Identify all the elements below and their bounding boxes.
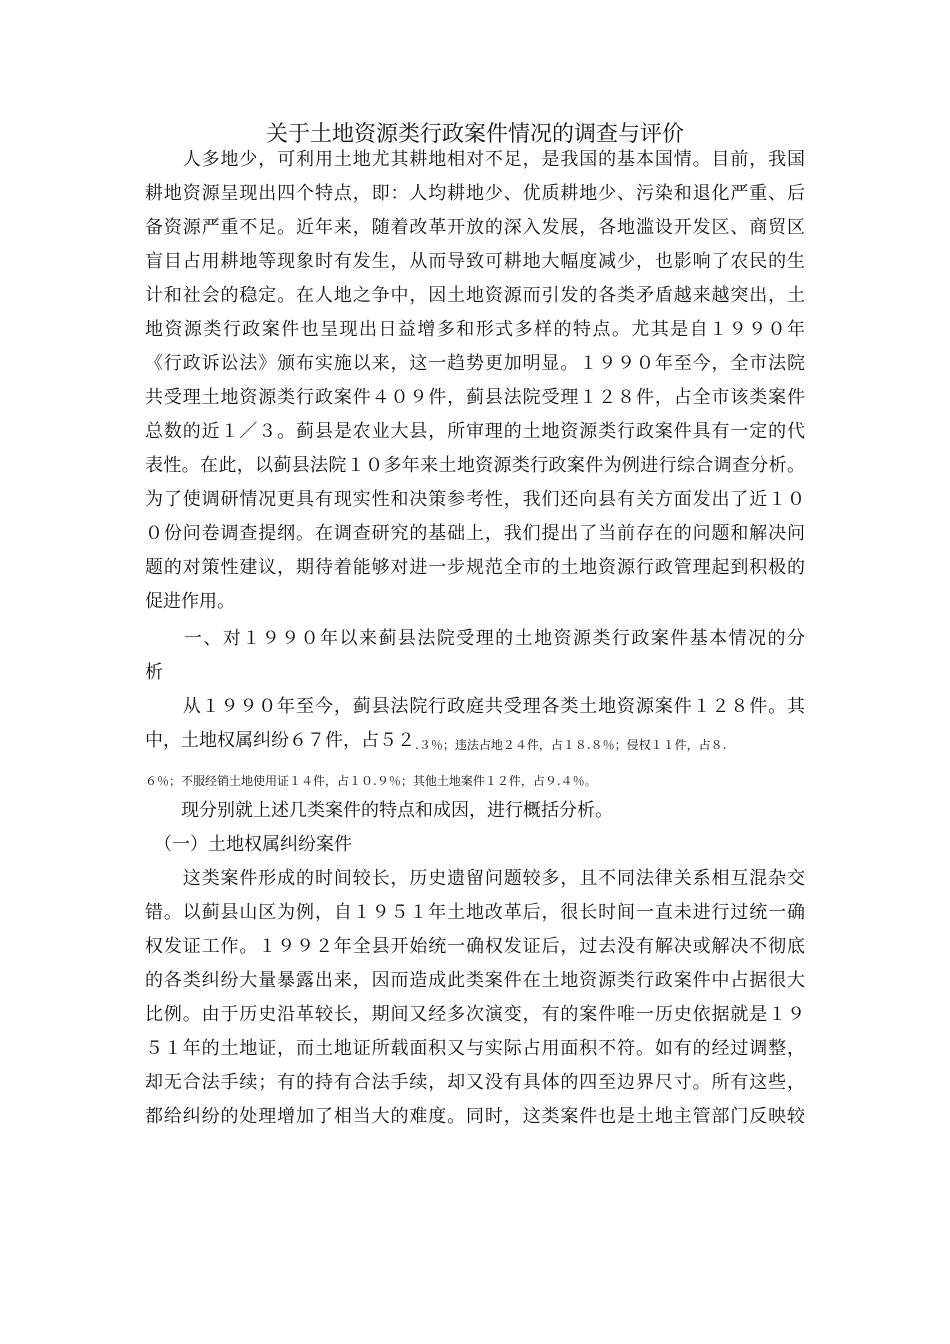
paragraph-line: 现分别就上述几类案件的特点和成因，进行概括分析。 — [145, 800, 613, 821]
paragraph-line: 错。以蓟县山区为例，自１９５１年土地改革后，很长时间一直未进行过统一确 — [145, 902, 805, 923]
paragraph-line: 总数的近１／３。蓟县是农业大县，所审理的土地资源类行政案件具有一定的代 — [145, 421, 805, 442]
paragraph-line-small: ６％；不服经销土地使用证１４件，占１０.９％；其他土地案件１２件，占９.４％。 — [145, 774, 597, 788]
paragraph-line: 耕地资源呈现出四个特点，即：人均耕地少、优质耕地少、污染和退化严重、后 — [145, 183, 805, 204]
paragraph-line: 从１９９０年至今，蓟县法院行政庭共受理各类土地资源案件１２８件。其 — [145, 696, 805, 717]
paragraph-line: 共受理土地资源类行政案件４０９件，蓟县法院受理１２８件，占全市该类案件 — [145, 387, 805, 408]
paragraph-line: 都给纠纷的处理增加了相当大的难度。同时，这类案件也是土地主管部门反映较 — [145, 1106, 805, 1127]
paragraph-line: 人多地少，可利用土地尤其耕地相对不足，是我国的基本国情。目前，我国 — [145, 149, 805, 170]
paragraph-line: 这类案件形成的时间较长，历史遗留问题较多，且不同法律关系相互混杂交 — [145, 868, 805, 889]
paragraph-line: 比例。由于历史沿革较长，期间又经多次演变，有的案件唯一历史依据就是１９ — [145, 1004, 805, 1025]
document-title: 关于土地资源类行政案件情况的调查与评价 — [265, 122, 684, 147]
paragraph-line: ５１年的土地证，而土地证所载面积又与实际占用面积不符。如有的经过调整， — [145, 1038, 805, 1059]
mixed-line-small: .３％；违法占地２４件，占１８.８％；侵权１１件，占８. — [415, 738, 727, 752]
paragraph-line: 表性。在此，以蓟县法院１０多年来土地资源类行政案件为例进行综合调查分析。 — [145, 455, 805, 476]
paragraph-line: 的各类纠纷大量暴露出来，因而造成此类案件在土地资源类行政案件中占据很大 — [145, 970, 805, 991]
paragraph-line: 地资源类行政案件也呈现出日益增多和形式多样的特点。尤其是自１９９０年 — [145, 319, 805, 340]
paragraph-line: 《行政诉讼法》颁布实施以来，这一趋势更加明显。１９９０年至今，全市法院 — [145, 353, 805, 374]
paragraph-line: ０份问卷调查提纲。在调查研究的基础上，我们提出了当前存在的问题和解决问 — [145, 523, 805, 544]
paragraph-line: 为了使调研情况更具有现实性和决策参考性，我们还向县有关方面发出了近１０ — [145, 489, 805, 510]
paragraph-line: 权发证工作。１９９２年全县开始统一确权发证后，过去没有解决或解决不彻底 — [145, 936, 805, 957]
paragraph-line: 备资源严重不足。近年来，随着改革开放的深入发展，各地滥设开发区、商贸区 — [145, 217, 805, 238]
paragraph-line: 却无合法手续；有的持有合法手续，却又没有具体的四至边界尺寸。所有这些， — [145, 1072, 805, 1093]
section-heading-line: 析 — [145, 662, 163, 683]
mixed-line-main: 中，土地权属纠纷６７件，占５２ — [145, 730, 415, 751]
section-heading-line: 一、对１９９０年以来蓟县法院受理的土地资源类行政案件基本情况的分 — [145, 628, 805, 649]
paragraph-line: 盲目占用耕地等现象时有发生，从而导致可耕地大幅度减少，也影响了农民的生 — [145, 251, 805, 272]
paragraph-line-mixed — [145, 726, 805, 760]
paragraph-line: 题的对策性建议，期待着能够对进一步规范全市的土地资源行政管理起到积极的 — [145, 557, 805, 578]
subsection-heading: （一）土地权属纠纷案件 — [145, 834, 352, 855]
paragraph-line: 计和社会的稳定。在人地之争中，因土地资源而引发的各类矛盾越来越突出，土 — [145, 285, 805, 306]
paragraph-line: 促进作用。 — [145, 591, 235, 612]
